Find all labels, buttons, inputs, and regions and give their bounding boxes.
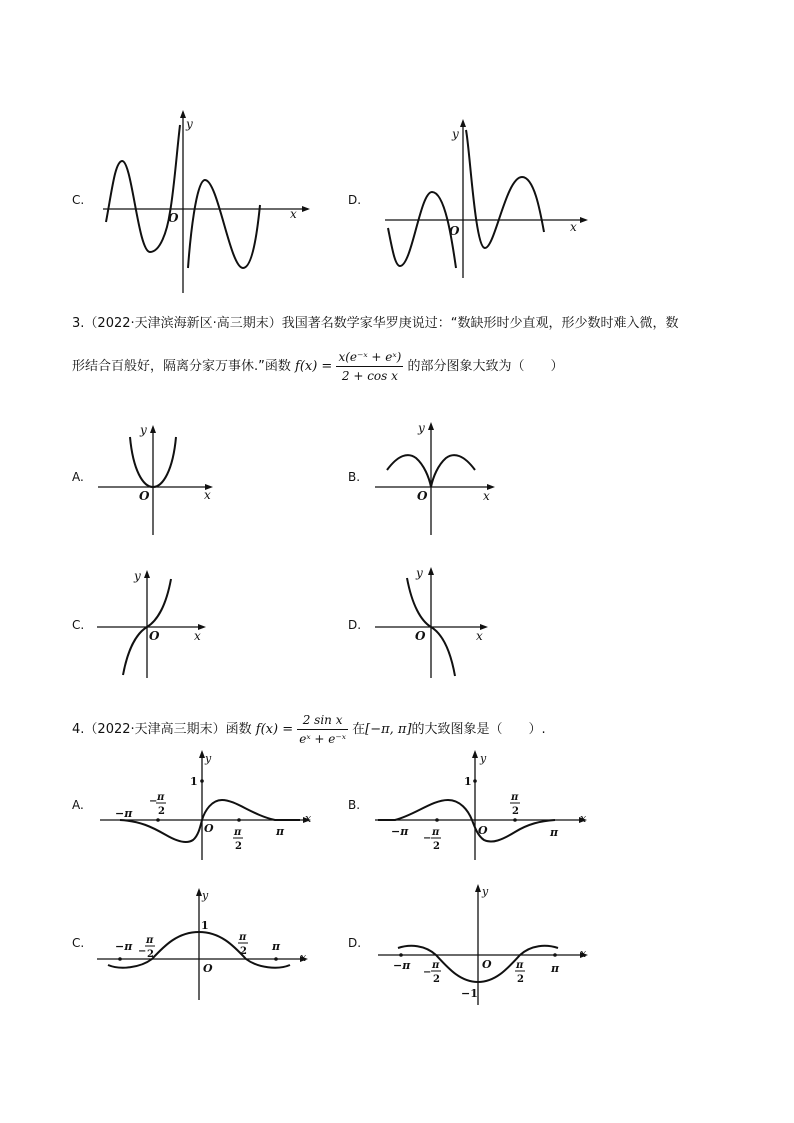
q4-func-denominator: eˣ + e⁻ˣ (299, 732, 346, 746)
tick-label-pi: π (276, 825, 285, 838)
x-label: x (483, 489, 490, 503)
tick-label-minus: − (423, 967, 432, 978)
q3-func-numerator: x(e⁻ˣ + eˣ) (336, 348, 403, 367)
x-label: x (476, 629, 483, 643)
tick-label-minus: − (423, 833, 432, 844)
tick-label-half-den: 2 (512, 806, 519, 817)
tick-label-pi-num: π (234, 827, 242, 838)
origin-label: O (204, 822, 214, 835)
tick-label-half-den: 2 (147, 949, 154, 960)
tick-label-half-den: 2 (433, 841, 440, 852)
tick-label-half-den: 2 (235, 841, 242, 852)
q3-line1: 3.（2022·天津滨海新区·高三期末）我国著名数学家华罗庚说过：“数缺形时少直观，形少数时难入微，数 (72, 316, 679, 331)
q3-text2: 形结合百般好，隔离分家万事休.”函数 (72, 359, 291, 374)
q3-option-d-label[interactable]: D. (348, 618, 362, 632)
origin-label: O (478, 824, 488, 837)
q3-source: （2022·天津滨海新区·高三期末） (84, 316, 282, 331)
q4-text1: 函数 (225, 722, 252, 737)
tick-label-pi-num: π (511, 792, 519, 803)
tick-label-half-den: 2 (517, 974, 524, 985)
q4-func-lhs: f(x) = (255, 722, 294, 737)
q3-option-a-label[interactable]: A. (72, 470, 84, 484)
tick-label-1: 1 (201, 919, 209, 932)
tick-label-pi-num: π (432, 827, 440, 838)
x-label: x (204, 488, 211, 502)
y-label: y (452, 127, 459, 141)
y-label: y (480, 752, 487, 765)
tick-label-half-den: 2 (158, 806, 165, 817)
tick-label-half-den: 2 (240, 946, 247, 957)
q4-option-b-label[interactable]: B. (348, 798, 361, 812)
x-label: x (305, 812, 312, 825)
y-label: y (418, 421, 425, 435)
origin-label: O (482, 958, 492, 971)
tick-label-neg-1: −1 (461, 987, 478, 1000)
q4-number: 4 (72, 722, 81, 737)
q3-text1: 我国著名数学家华罗庚说过：“数缺形时少直观，形少数时难入微，数 (281, 316, 679, 331)
tick-point (553, 953, 557, 957)
tick-label-pi-num: π (432, 960, 440, 971)
x-label: x (290, 207, 297, 221)
x-label: x (570, 220, 577, 234)
q4-func-numerator: 2 sin x (297, 711, 348, 730)
tick-label-1: 1 (190, 775, 198, 788)
tick-label-half-den: 2 (433, 974, 440, 985)
q2-option-d-label[interactable]: D. (348, 193, 362, 207)
x-label: x (300, 951, 307, 964)
q3-func-lhs: f(x) = (295, 359, 333, 374)
tick-label-neg-pi: −π (115, 940, 133, 953)
y-label: y (205, 752, 212, 765)
y-label: y (202, 889, 209, 902)
tick-point (399, 953, 403, 957)
q4-interval: [−π, π] (365, 722, 412, 737)
tick-label-1: 1 (464, 775, 472, 788)
y-label: y (416, 566, 423, 580)
tick-label-neg-pi: −π (115, 807, 133, 820)
tick-label-neg-pi: −π (391, 825, 409, 838)
x-label: x (194, 629, 201, 643)
q3-option-b-label[interactable]: B. (348, 470, 361, 484)
tick-label-pi-num: π (146, 935, 154, 946)
tick-label-pi-num: π (516, 960, 524, 971)
y-label: y (134, 569, 141, 583)
tick-label-pi: π (551, 962, 560, 975)
q3-func-denominator: 2 + cos x (341, 369, 398, 383)
q4-text2: 在 (352, 722, 366, 737)
y-axis-arrow-icon (475, 884, 481, 892)
tick-label-pi-num: π (239, 932, 247, 943)
tick-label-pi: π (272, 940, 281, 953)
q3-option-c-label[interactable]: C. (72, 618, 85, 632)
origin-label: O (417, 489, 428, 503)
q4-text3: 的大致图象是（ ）. (411, 722, 546, 737)
origin-label: O (149, 629, 160, 643)
q4-source: （2022·天津高三期末） (84, 722, 226, 737)
q2-option-c-label[interactable]: C. (72, 193, 85, 207)
tick-label-minus: − (138, 946, 147, 957)
tick-label-neg-pi: −π (393, 959, 411, 972)
tick-label-minus: − (149, 796, 158, 807)
y-label: y (140, 423, 147, 437)
y-label: y (482, 885, 489, 898)
q4-option-a-label[interactable]: A. (72, 798, 84, 812)
tick-label-pi: π (550, 826, 559, 839)
q4-line1: 4.（2022·天津高三期末）函数 f(x) = $\frac{\text{2 sin x}}{\text{eˣ + e⁻ˣ}}$ 在[−π, π]的大致图象是（ ）. (72, 713, 546, 746)
origin-label: O (168, 211, 179, 225)
q3-number: 3 (72, 316, 81, 331)
tick-label-pi-num: π (157, 792, 165, 803)
x-label: x (580, 812, 587, 825)
origin-label: O (415, 629, 426, 643)
origin-label: O (449, 224, 460, 238)
x-label: x (580, 947, 587, 960)
origin-label: O (203, 962, 213, 975)
q4-option-c-label[interactable]: C. (72, 936, 85, 950)
q3-text3: 的部分图象大致为（ ） (407, 359, 564, 374)
origin-label: O (139, 489, 150, 503)
y-label: y (186, 117, 193, 131)
q4-option-d-label[interactable]: D. (348, 936, 362, 950)
